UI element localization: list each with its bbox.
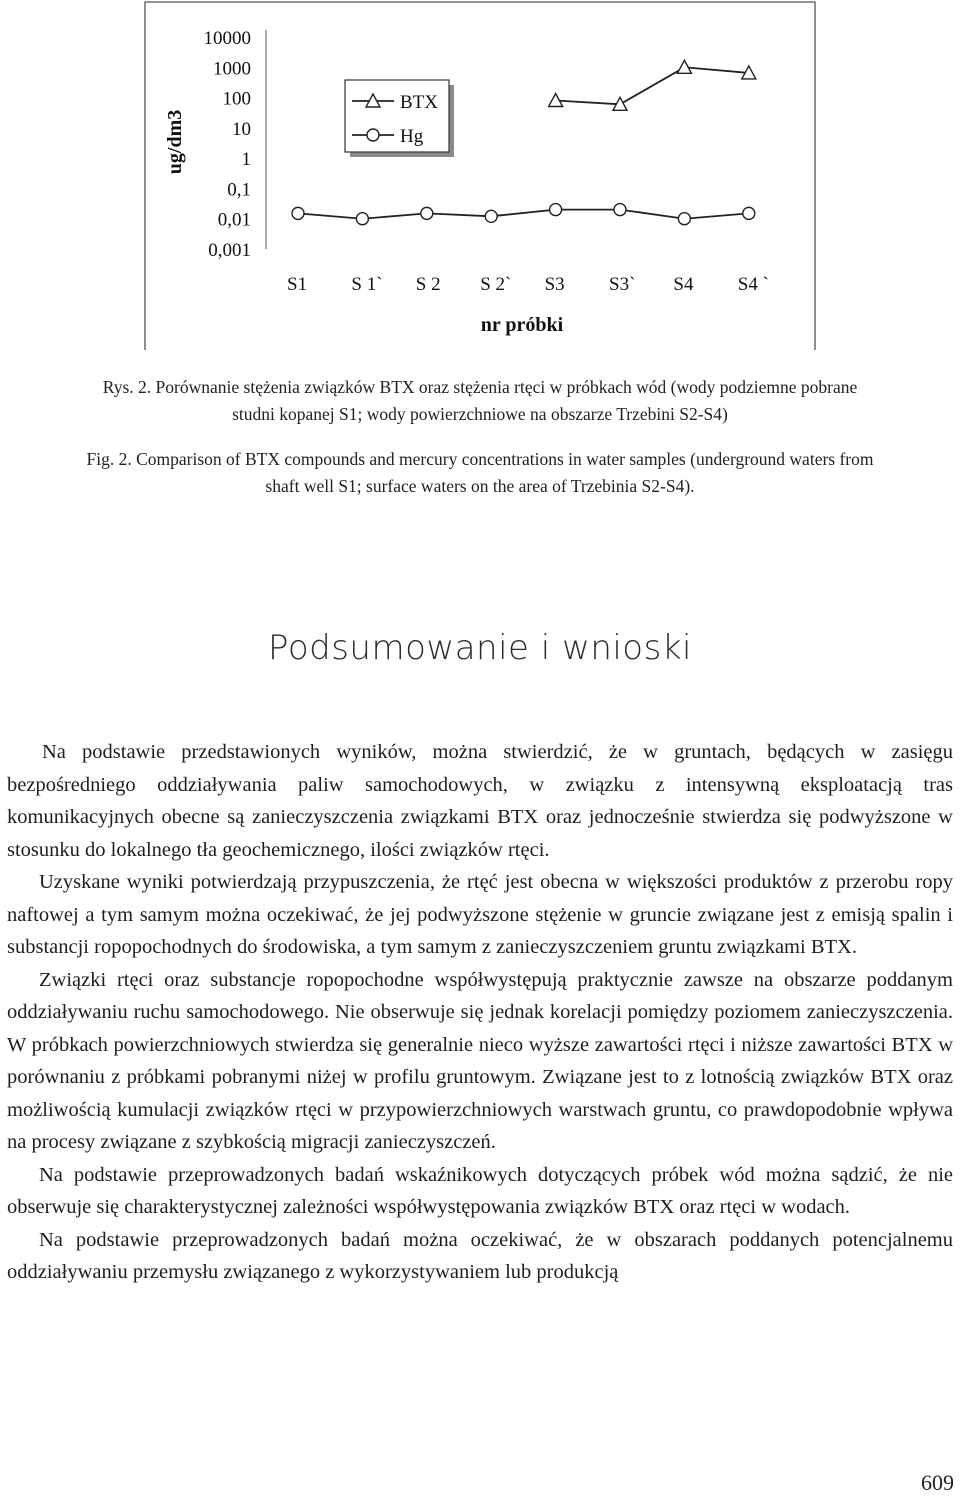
data-point-hg xyxy=(550,204,562,216)
caption-pl-line-2: studni kopanej S1; wody powierzchniowe na obszarze Trzebini S2-S4) xyxy=(232,404,728,424)
y-tick-label: 0,1 xyxy=(227,179,251,201)
paragraph: Na podstawie przedstawionych wyników, można stwierdzić, że w gruntach, będących w zasięgu bezpośredniego oddziaływania paliw samochodowych, w związku z intensywną eksploatacją tras komunikacyjnych obecne są zanieczyszczenia związkami BTX oraz jednocześnie stwierdza się podwyższone w stosunku do lokalnego tła geochemicznego, ilości związków rtęci. xyxy=(7,741,953,861)
figure-caption-english xyxy=(0,446,960,500)
y-tick-label: 10 xyxy=(232,118,251,140)
x-tick-label: S1 xyxy=(287,274,308,295)
paragraph: Uzyskane wyniki potwierdzają przypuszczenia, że rtęć jest obecna w większości produktów z przerobu ropy naftowej a tym samym można oczekiwać, że jej podwyższone stężenie w gruncie związane jest z emisją spalin i substancji ropopochodnych do środowiska, a tym samym z zanieczyszczeniem gruntu związkami BTX. xyxy=(7,871,953,958)
x-tick-labels xyxy=(287,274,769,295)
body-text xyxy=(7,736,953,1289)
legend-label-hg: Hg xyxy=(400,126,424,147)
x-axis-title: nr próbki xyxy=(480,314,564,336)
data-point-hg xyxy=(614,204,626,216)
data-point-hg xyxy=(485,210,497,222)
figure-chart xyxy=(0,0,960,360)
x-tick-label: S4 xyxy=(673,274,694,295)
paragraph: Na podstawie przeprowadzonych badań można oczekiwać, że w obszarach poddanych potencjalnemu oddziaływaniu przemysłu związanego z wykorzystywaniem lub produkcją xyxy=(7,1228,953,1283)
figure-frame xyxy=(145,2,815,350)
y-tick-labels xyxy=(204,28,252,261)
section-heading: Podsumowanie i wnioski xyxy=(268,628,692,668)
legend-label-btx: BTX xyxy=(400,92,438,113)
data-point-hg xyxy=(678,213,690,225)
y-tick-label: 0,01 xyxy=(217,209,251,231)
caption-en-line-1: Fig. 2. Comparison of BTX compounds and mercury concentrations in water samples (underground waters from xyxy=(86,449,874,469)
y-tick-label: 100 xyxy=(222,88,251,110)
x-tick-label: S 2` xyxy=(480,274,512,295)
data-point-hg xyxy=(421,207,433,219)
data-point-btx xyxy=(677,60,691,73)
legend-box xyxy=(345,80,449,152)
y-tick-label: 1000 xyxy=(213,58,251,80)
legend-hg-circle-marker xyxy=(367,129,379,141)
x-tick-label: S4 ` xyxy=(737,274,769,295)
legend xyxy=(345,80,454,157)
figure-caption-polish xyxy=(0,374,960,428)
paragraph: Związki rtęci oraz substancje ropopochodne współwystępują praktycznie zawsze na obszarze poddanym oddziaływaniu ruchu samochodowego. Nie obserwuje się jednak korelacji pomiędzy poziomem zanieczyszczenia. W próbkach powierzchniowych stwierdza się generalnie nieco wyższe zawartości rtęci i niższe zawartości BTX w porównaniu z próbkami pobranymi niżej w profilu gruntowym. Związane jest to z lotnością związków BTX oraz możliwością kumulacji związków rtęci w przypowierzchniowych warstwach gruntu, co prawdopodobnie wpływa na procesy związane z szybkością migracji zanieczyszczeń. xyxy=(7,968,953,1153)
caption-en-line-2: shaft well S1; surface waters on the area of Trzebinia S2-S4). xyxy=(265,476,695,496)
data-point-hg xyxy=(292,207,304,219)
x-tick-label: S 2 xyxy=(415,274,441,295)
caption-pl-line-1: Rys. 2. Porównanie stężenia związków BTX oraz stężenia rtęci w próbkach wód (wody podziemne pobrane xyxy=(102,377,858,397)
paragraph: Na podstawie przeprowadzonych badań wskaźnikowych dotyczących próbek wód można sądzić, że nie obserwuje się charakterystycznej zależności współwystępowania związków BTX oraz rtęci w wodach. xyxy=(7,1163,953,1218)
page-number: 609 xyxy=(921,1470,954,1495)
y-tick-label: 10000 xyxy=(203,28,251,49)
y-tick-label: 0,001 xyxy=(208,240,251,261)
data-point-hg xyxy=(743,207,755,219)
x-tick-label: S 1` xyxy=(351,274,383,295)
y-axis-title: ug/dm3 xyxy=(164,109,186,175)
data-point-hg xyxy=(356,213,368,225)
x-tick-label: S3` xyxy=(609,274,636,295)
y-tick-label: 1 xyxy=(241,149,251,171)
x-tick-label: S3 xyxy=(544,274,565,295)
series-line-btx xyxy=(556,67,749,104)
